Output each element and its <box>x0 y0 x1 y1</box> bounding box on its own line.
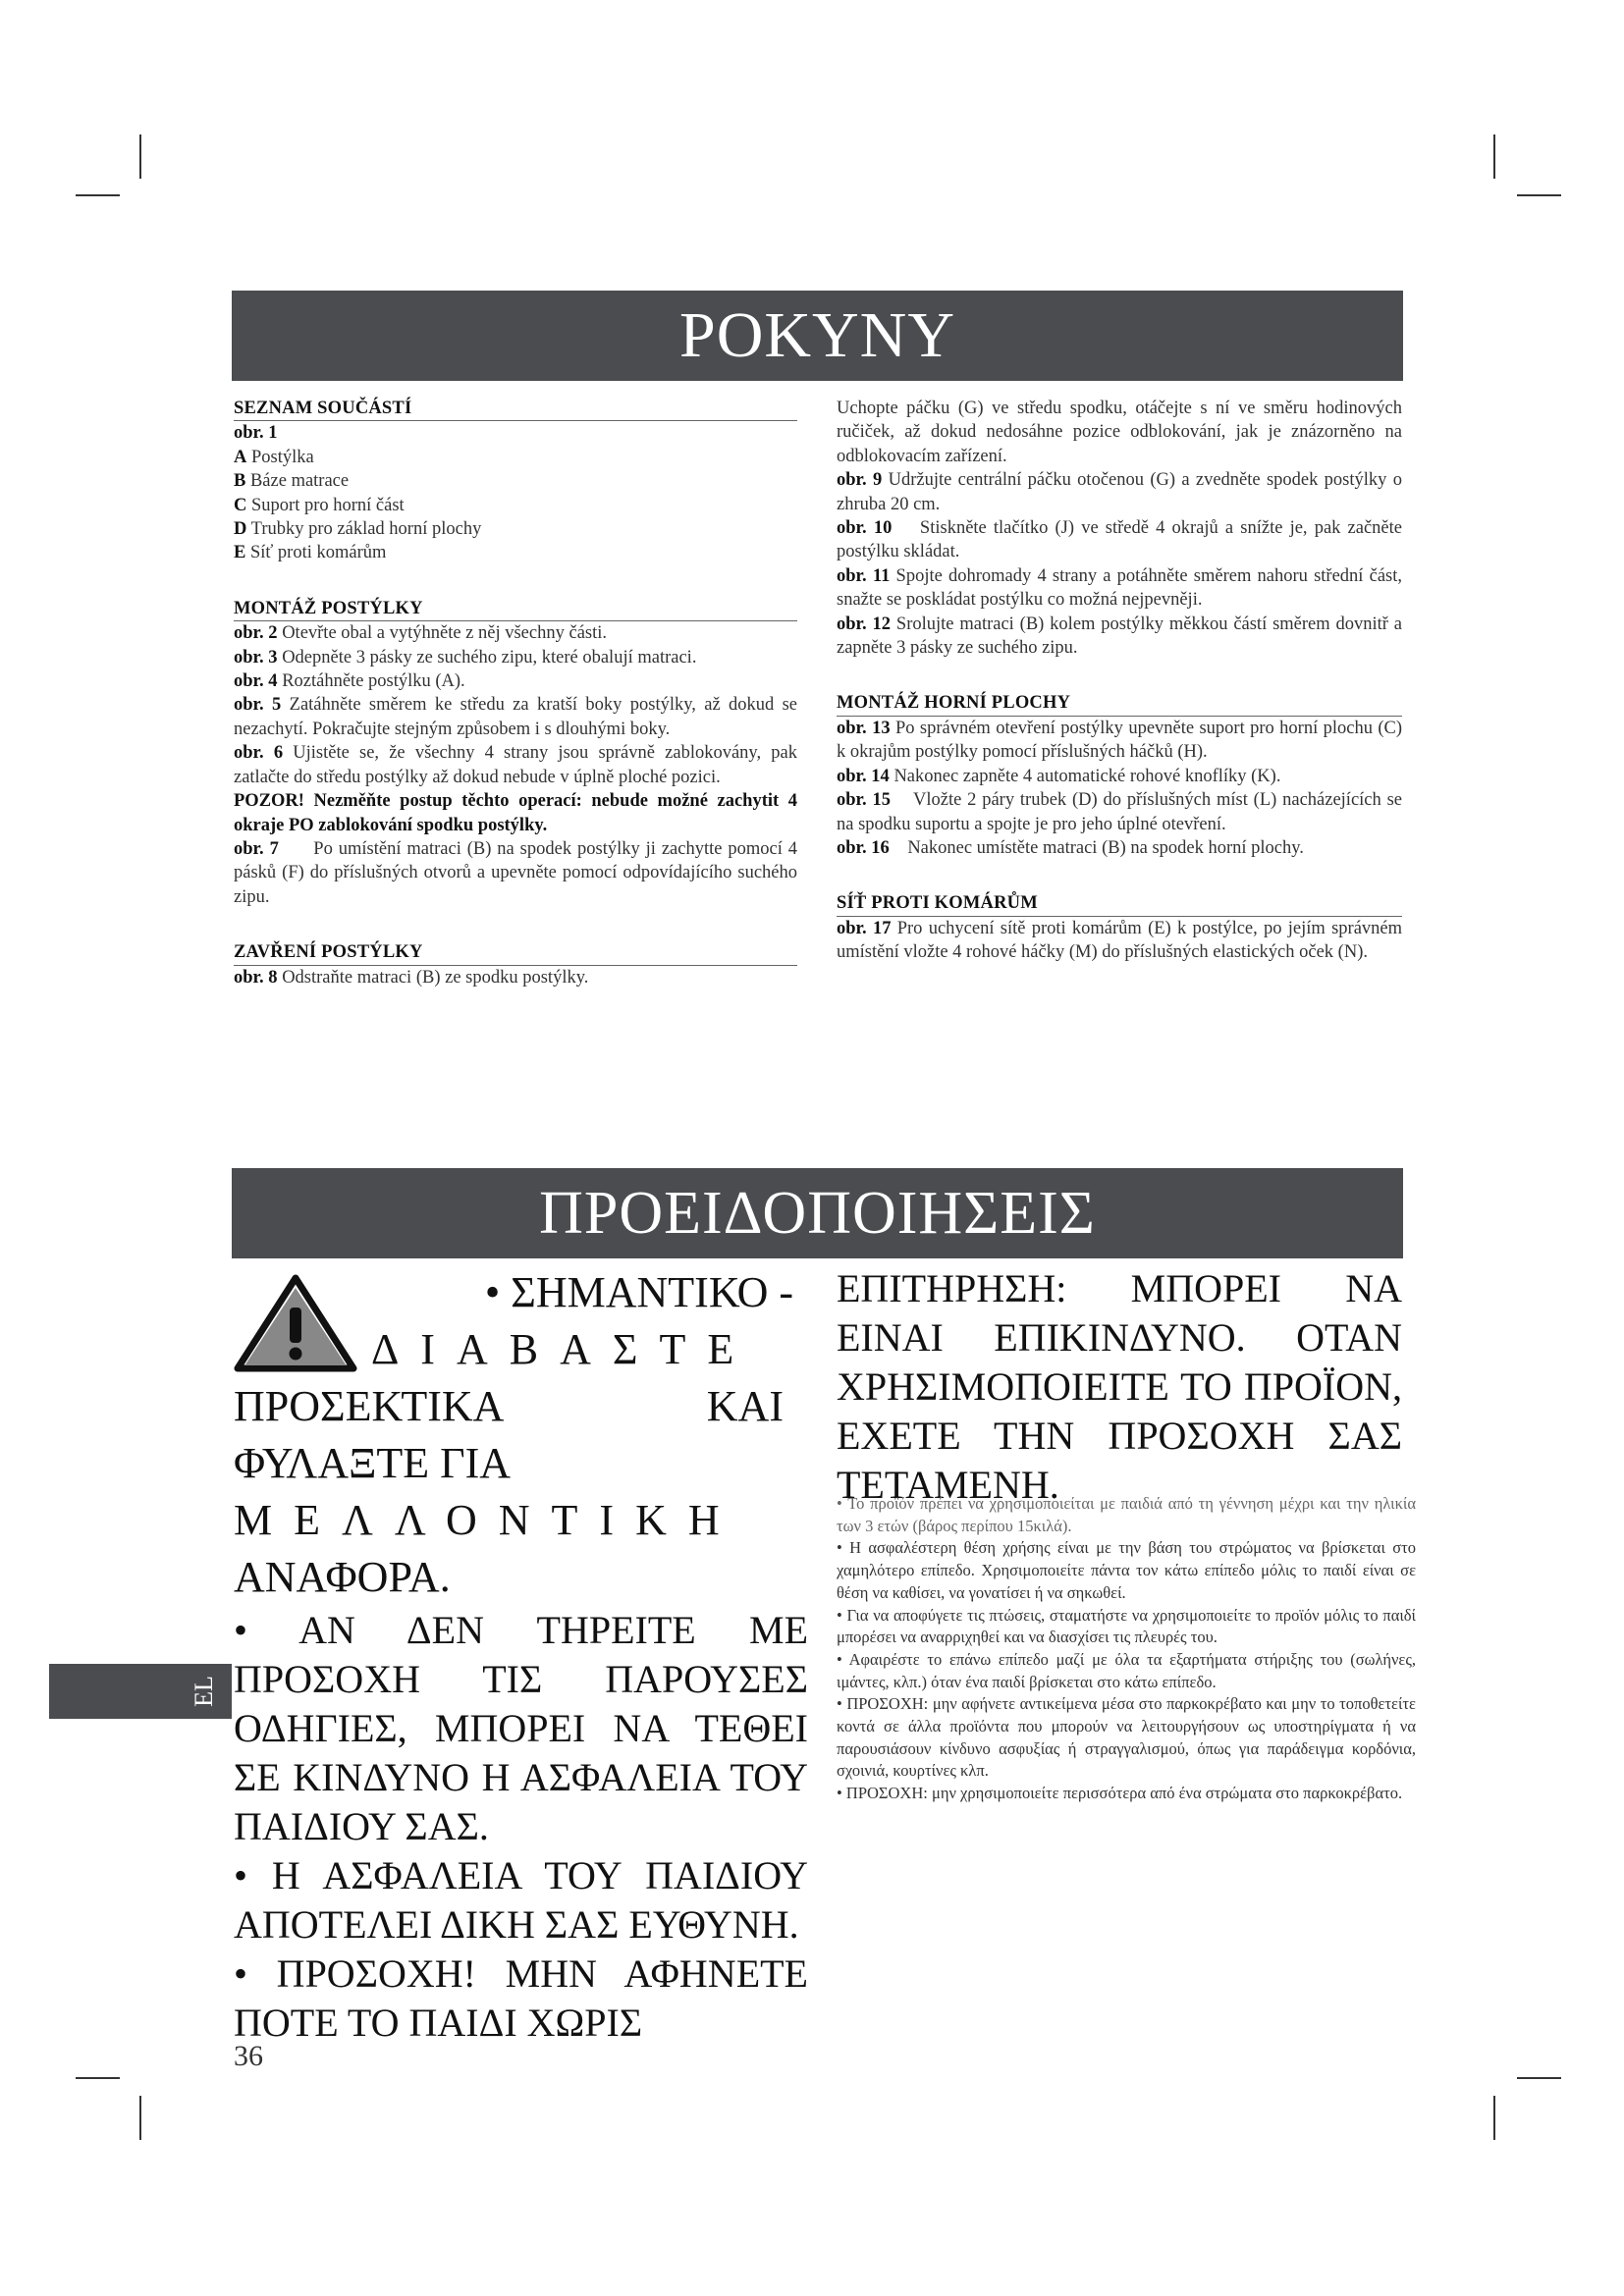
step: obr. 4 Roztáhněte postýlku (A). <box>234 671 465 692</box>
crop-mark <box>1517 194 1561 196</box>
step: obr. 2 Otevřte obal a vytýhněte z něj všechny části. <box>234 623 608 644</box>
step: obr. 11 Spojte dohromady 4 strany a potáhněte směrem nahoru střední část, snažte se poskládat postýlku co možná nejpevněji. <box>837 565 1402 611</box>
warnings-column-right-list <box>837 1493 1416 1805</box>
section-banner-pokyny <box>232 291 1403 381</box>
banner-title: POKYNY <box>678 299 956 371</box>
warning-bullet: • ΠΡΟΣΟΧΗ! ΜΗΝ ΑΦΗΝΕΤΕ ΠΟΤΕ ΤΟ ΠΑΙΔΙ ΧΩΡΙΣ <box>234 1951 808 2045</box>
step: obr. 12 Srolujte matraci (B) kolem postýlky měkkou částí směrem dovnitř a zapněte 3 pásky ze suchého zipu. <box>837 614 1402 659</box>
instructions-column-left <box>234 397 797 989</box>
part-item: E Síť proti komárům <box>234 543 387 563</box>
warning-title: • ΣΗΜΑΝΤΙΚΟ - <box>484 1268 793 1316</box>
step: obr. 7 Po umístění matraci (B) na spodek postýlky ji zachytte pomocí 4 pásků (F) do příslušných otvorů a upevněte pomocí odpovídajícího suchého zipu. <box>234 838 797 907</box>
crop-mark <box>76 2077 120 2079</box>
crop-mark <box>1493 2096 1495 2140</box>
step: obr. 3 Odepněte 3 pásky ze suchého zipu, které obalují matraci. <box>234 647 697 667</box>
crop-mark <box>1517 2077 1561 2079</box>
page-number: 36 <box>234 2040 263 2072</box>
language-tab <box>49 1664 232 1719</box>
warning-item: • ΠΡΟΣΟΧΗ: μην αφήνετε αντικείμενα μέσα στο παρκοκρέβατο και μην το τοποθετείτε κοντά σε άλλα προϊόντα που μπορούν να λειτουργήσουν ως υποστηρίγματα ή να παρουσιάσουν κίνδυνο ασφυξίας ή στραγγαλισμού, όπως για παράδειγμα κορδόνια, σχοινιά, κουρτίνες κλπ. <box>837 1694 1416 1781</box>
warning-item: • ΠΡΟΣΟΧΗ: μην χρησιμοποιείτε περισσότερα από ένα στρώματα στο παρκοκρέβατο. <box>837 1784 1403 1803</box>
section-heading: ZAVŘENÍ POSTÝLKY <box>234 940 797 965</box>
crop-mark <box>76 194 120 196</box>
language-code: EL <box>189 1676 218 1707</box>
crop-mark <box>139 2096 141 2140</box>
crop-mark <box>1493 134 1495 179</box>
step: obr. 10 Stiskněte tlačítko (J) ve středě 4 okrajů a snížte je, pak začněte postýlku skládat. <box>837 518 1402 562</box>
step: obr. 6 Ujistěte se, že všechny 4 strany jsou správně zablokovány, pak zatlačte do středu postýlky až dokud nebude v úplně ploché pozici. <box>234 743 797 787</box>
warnings-column-right-heading <box>837 1264 1402 1510</box>
crop-mark <box>139 134 141 179</box>
part-item: A Postýlka <box>234 447 314 467</box>
figure-ref: obr. 1 <box>234 423 278 444</box>
instructions-column-right <box>837 397 1402 965</box>
section-banner-warnings <box>232 1168 1403 1258</box>
part-item: B Báze matrace <box>234 471 350 492</box>
warning-item: • Η ασφαλέστερη θέση χρήσης είναι με την βάση του στρώματος να βρίσκεται στο χαμηλότερο επίπεδο. Χρησιμοποιείτε πάντα τον κάτω επίπεδο μόλις το παιδί είναι σε θέση να καθίσει, να γονατίσει ή να σηκωθεί. <box>837 1538 1416 1602</box>
step: obr. 14 Nakonec zapněte 4 automatické rohové knoflíky (K). <box>837 766 1281 786</box>
step: obr. 15 Vložte 2 páry trubek (D) do příslušných míst (L) nacházejících se na spodku suportu a spojte je pro jeho úplné otevření. <box>837 790 1402 834</box>
step-intro: Uchopte páčku (G) ve středu spodku, otáčejte s ní ve směru hodinových ručiček, až dokud nedosáhne pozice odblokování, jak je znázorněno na odblokovacím zařízení. <box>837 399 1402 466</box>
warning-bullet: ΕΠΙΤΗΡΗΣΗ: ΜΠΟΡΕΙ ΝΑ ΕΙΝΑΙ ΕΠΙΚΙΝΔΥΝΟ. ΟΤΑΝ ΧΡΗΣΙΜΟΠΟΙΕΙΤΕ ΤΟ ΠΡΟΪΟΝ, ΕΧΕΤΕ ΤΗΝ ΠΡΟΣΟΧΗ ΣΑΣ ΤΕΤΑΜΕΝΗ. <box>837 1266 1402 1507</box>
warning-item: • Για να αποφύγετε τις πτώσεις, σταματήστε να χρησιμοποιείτε το προϊόν μόλις το παιδί μπορέσει να αναρριχηθεί και να διασχίσει τις πλευρές του. <box>837 1605 1416 1647</box>
caution-text: POZOR! Nezměňte postup těchto operací: nebude možné zachytit 4 okraje PO zablokování spodku postýlky. <box>234 791 797 835</box>
step: obr. 9 Udržujte centrální páčku otočenou (G) a zvedněte spodek postýlky o zhruba 20 cm. <box>837 470 1402 514</box>
warnings-column-left <box>234 1264 813 2048</box>
step: obr. 8 Odstraňte matraci (B) ze spodku postýlky. <box>234 967 589 988</box>
warning-triangle-icon <box>234 1274 357 1372</box>
warning-title: ΜΕΛΛΟΝΤΙΚΗ <box>234 1496 741 1544</box>
section-heading: MONTÁŽ POSTÝLKY <box>234 597 797 621</box>
step: obr. 5 Zatáhněte směrem ke středu za kratší boky postýlky, až dokud se nezachytí. Pokračujte stejným způsobem i s dlouhými boky. <box>234 695 798 739</box>
section-heading: SÍŤ PROTI KOMÁRŮM <box>837 891 1402 916</box>
warning-bullet: • ΑΝ ΔΕΝ ΤΗΡΕΙΤΕ ΜΕ ΠΡΟΣΟΧΗ ΤΙΣ ΠΑΡΟΥΣΕΣ ΟΔΗΓΙΕΣ, ΜΠΟΡΕΙ ΝΑ ΤΕΘΕΙ ΣΕ ΚΙΝΔΥΝΟ Η ΑΣΦΑΛΕΙΑ ΤΟΥ ΠΑΙΔΙΟΥ ΣΑΣ. <box>234 1608 808 1848</box>
warning-bullet: • Η ΑΣΦΑΛΕΙΑ ΤΟΥ ΠΑΙΔΙΟΥ ΑΠΟΤΕΛΕΙ ΔΙΚΗ ΣΑΣ ΕΥΘΥΝΗ. <box>234 1853 808 1947</box>
warning-title: ΔΙΑΒΑΣΤΕ <box>371 1325 756 1373</box>
banner-title: ΠΡΟΕΙΔΟΠΟΙΗΣΕΙΣ <box>539 1179 1096 1247</box>
part-item: D Trubky pro základ horní plochy <box>234 519 482 540</box>
warning-title: ΠΡΟΣΕΚΤΙΚΑ ΚΑΙ ΦΥΛΑΞΤΕ ΓΙΑ <box>234 1382 784 1487</box>
warning-item: • Το προϊόν πρέπει να χρησιμοποιείται με παιδιά από τη γέννηση μέχρι και την ηλικία των 3 ετών (βάρος περίπου 15κιλά). <box>837 1494 1416 1535</box>
step: obr. 17 Pro uchycení sítě proti komárům (E) k postýlce, po jejím správném umístění vložte 4 rohové háčky (M) do příslušných elastických oček (N). <box>837 918 1403 963</box>
part-item: C Suport pro horní část <box>234 495 405 515</box>
section-heading: SEZNAM SOUČÁSTÍ <box>234 397 797 421</box>
section-heading: MONTÁŽ HORNÍ PLOCHY <box>837 691 1402 716</box>
warning-item: • Αφαιρέστε το επάνω επίπεδο μαζί με όλα τα εξαρτήματα στήριξης του (σωλήνες, ιμάντες, κλπ.) όταν ένα παιδί βρίσκεται στο κάτω επίπεδο. <box>837 1649 1416 1691</box>
step: obr. 16 Nakonec umístěte matraci (B) na spodek horní plochy. <box>837 837 1304 858</box>
step: obr. 13 Po správném otevření postýlky upevněte suport pro horní plochu (C) k okrajům postýlky pomocí příslušných háčků (H). <box>837 718 1402 763</box>
warning-title: ΑΝΑΦΟΡΑ. <box>234 1553 451 1601</box>
